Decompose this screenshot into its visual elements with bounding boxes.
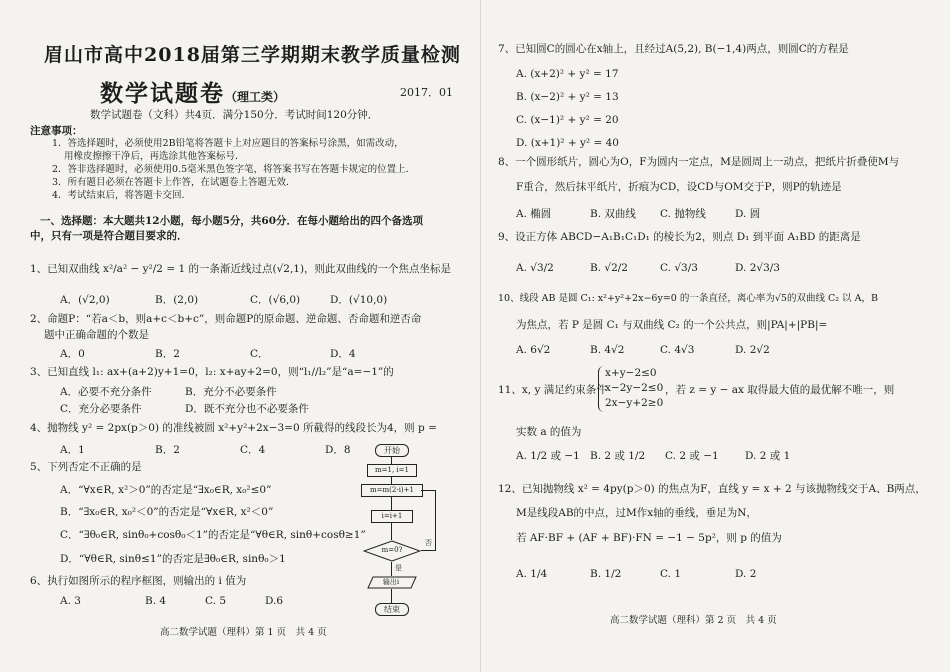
flowchart-connector: [391, 456, 392, 464]
question-8: 8、一个圆形纸片，圆心为O，F为圆内一定点，M是圆周上一动点，把纸片折叠使M与: [498, 156, 900, 168]
q8-option-a: A. 椭圆: [516, 208, 552, 220]
q3-option-b: B．充分不必要条件: [185, 386, 277, 398]
q1-option-d: D．(√10,0): [330, 294, 388, 306]
question-1: 1、已知双曲线 x²/a² − y²/2 = 1 的一条渐近线过点(√2,1)，则此双曲线的一个焦点坐标是: [30, 263, 452, 275]
exam-date: 2017．01: [400, 86, 453, 99]
q12-option-d: D. 2: [735, 568, 757, 580]
q10-option-d: D. 2√2: [735, 344, 770, 356]
q5-option-d: D．“∀θ∈R, sinθ≤1”的否定是∃θ₀∈R, sinθ₀＞1: [60, 553, 286, 565]
flowchart: [355, 444, 445, 619]
q4-option-a: A．1: [60, 444, 85, 456]
q12-option-b: B. 1/2: [590, 568, 622, 580]
question-10: 10、线段 AB 是圆 C₁: x²+y²+2x−6y=0 的一条直径，离心率为√5的双曲线 C₂ 以 A，B: [498, 293, 878, 304]
q4-option-c: C．4: [240, 444, 266, 456]
section-heading: 一、选择题：本大题共12小题，每小题5分，共60分．在每小题给出的四个备选项: [40, 215, 424, 227]
q6-option-d: D.6: [265, 595, 284, 607]
q1-option-a: A．(√2,0): [60, 294, 110, 306]
q10-option-c: C. 4√3: [660, 344, 695, 356]
question-11: 11、x, y 满足约束条件: [498, 384, 607, 396]
flowchart-connector: [421, 490, 435, 491]
constraint-1: x+y−2≤0: [605, 367, 657, 379]
question-2: 2、命题P：“若a＜b，则a+c＜b+c”，则命题P的原命题、逆命题、否命题和逆否命: [30, 313, 422, 325]
q7-option-d: D. (x+1)² + y² = 40: [516, 137, 619, 149]
question-11-ask: 实数 a 的值为: [516, 426, 582, 438]
subtitle-main: 数学试题卷: [100, 80, 225, 107]
q7-option-c: C. (x−1)² + y² = 20: [516, 114, 619, 126]
flowchart-connector: [391, 562, 392, 576]
q7-option-a: A. (x+2)² + y² = 17: [516, 68, 619, 80]
flowchart-connector: [391, 476, 392, 484]
question-2-cont: 题中正确命题的个数是: [44, 329, 149, 341]
flowchart-no-label: 否: [425, 539, 432, 547]
flowchart-connector: [435, 490, 436, 551]
flowchart-connector: [421, 550, 435, 551]
q3-option-d: D．既不充分也不必要条件: [185, 403, 309, 415]
q7-option-b: B. (x−2)² + y² = 13: [516, 91, 619, 103]
notice-heading: 注意事项：: [30, 125, 83, 137]
constraint-3: 2x−y+2≥0: [605, 397, 664, 409]
flowchart-end: 结束: [375, 603, 409, 616]
q2-option-d: D．4: [330, 348, 356, 360]
q4-option-d: D．8: [325, 444, 351, 456]
flowchart-increment: i=i+1: [371, 510, 413, 523]
q12-option-c: C. 1: [660, 568, 682, 580]
notice-2: 2．答非选择题时，必须使用0.5毫米黑色签字笔，将答案书写在答题卡规定的位置上．: [52, 164, 416, 175]
question-8-cont: F重合，然后抹平纸片，折痕为CD，设CD与OM交于P，则P的轨迹是: [516, 181, 842, 193]
q9-option-c: C. √3/3: [660, 262, 698, 274]
q10-option-b: B. 4√2: [590, 344, 625, 356]
question-6: 6、执行如图所示的程序框图，则输出的 i 值为: [30, 575, 247, 587]
q1-option-c: C．(√6,0): [250, 294, 301, 306]
q8-option-b: B. 双曲线: [590, 208, 636, 220]
question-12: 12、已知抛物线 x² = 4py(p＞0) 的焦点为F，直线 y = x + 2 与该抛物线交于A、B两点，: [498, 483, 926, 495]
flowchart-condition: m=0?: [381, 546, 403, 554]
notice-1: 1．答选择题时，必须使用2B铅笔将答题卡上对应题目的答案标号涂黑，如需改动，: [52, 138, 404, 149]
flowchart-init: m=1, i=1: [367, 464, 417, 477]
q2-option-b: B．2: [155, 348, 180, 360]
page-footer-right: 高二数学试题（理科）第 2 页 共 4 页: [610, 615, 777, 626]
q5-option-a: A．“∀x∈R, x²＞0”的否定是“∃x₀∈R, x₀²≤0”: [60, 484, 272, 496]
section-heading-cont: 中，只有一项是符合题目要求的．: [30, 230, 188, 242]
flowchart-connector: [391, 522, 392, 540]
q3-option-c: C．充分必要条件: [60, 403, 142, 415]
right-page: [490, 0, 935, 672]
subtitle-type: （理工类）: [225, 90, 286, 104]
exam-info: 数学试题卷（文科）共4页．满分150分．考试时间120分钟．: [90, 109, 379, 121]
q9-option-a: A. √3/2: [516, 262, 554, 274]
q2-option-a: A．0: [60, 348, 85, 360]
flowchart-connector: [391, 589, 392, 603]
q5-option-b: B．“∃x₀∈R, x₀²＜0”的否定是“∀x∈R, x²＜0”: [60, 506, 274, 518]
notice-4: 4．考试结束后，将答题卡交回．: [52, 190, 192, 201]
question-12-cond: 若 AF·BF + (AF + BF)·FN = −1 − 5p²，则 p 的值为: [516, 532, 782, 544]
q3-option-a: A．必要不充分条件: [60, 386, 152, 398]
q12-option-a: A. 1/4: [516, 568, 548, 580]
q11-option-c: C. 2 或 −1: [665, 450, 719, 462]
question-10-cont: 为焦点，若 P 是圆 C₁ 与双曲线 C₂ 的一个公共点，则|PA|+|PB|=: [516, 319, 828, 331]
q6-option-b: B. 4: [145, 595, 167, 607]
q9-option-d: D. 2√3/3: [735, 262, 780, 274]
notice-3: 3．所有题目必须在答题卡上作答，在试题卷上答题无效．: [52, 177, 296, 188]
q4-option-b: B．2: [155, 444, 180, 456]
question-9: 9、设正方体 ABCD−A₁B₁C₁D₁ 的棱长为2，则点 D₁ 到平面 A₁BD 的距离是: [498, 231, 861, 243]
q11-option-b: B. 2 或 1/2: [590, 450, 646, 462]
q8-option-d: D. 圆: [735, 208, 761, 220]
question-4: 4、抛物线 y² = 2px(p＞0) 的准线被圆 x²+y²+2x−3=0 所截得的线段长为4，则 p =: [30, 422, 437, 434]
flowchart-connector: [391, 496, 392, 510]
flowchart-yes-label: 是: [395, 564, 402, 572]
q2-option-c: C．: [250, 348, 269, 360]
q9-option-b: B. √2/2: [590, 262, 628, 274]
question-5: 5、下列否定不正确的是: [30, 461, 142, 473]
q10-option-a: A. 6√2: [516, 344, 551, 356]
q8-option-c: C. 抛物线: [660, 208, 706, 220]
constraint-2: x−2y−2≤0: [605, 382, 664, 394]
q11-option-a: A. 1/2 或 −1: [516, 450, 580, 462]
page-footer-left: 高二数学试题（理科）第 1 页 共 4 页: [160, 627, 327, 638]
q11-option-d: D. 2 或 1: [745, 450, 791, 462]
flowchart-output: 输出i: [382, 578, 400, 586]
flowchart-calc: m=m(2-i)+1: [361, 484, 423, 497]
notice-1-cont: 用橡皮擦擦干净后，再选涂其他答案标号．: [64, 151, 245, 162]
question-7: 7、已知圆C的圆心在x轴上，且经过A(5,2), B(−1,4)两点，则圆C的方程是: [498, 43, 849, 55]
exam-subtitle: [100, 75, 285, 108]
q5-option-c: C．“∃θ₀∈R, sinθ₀+cosθ₀＜1”的否定是“∀θ∈R, sinθ+cosθ≥1”: [60, 529, 366, 541]
q6-option-c: C. 5: [205, 595, 227, 607]
left-page: [30, 0, 475, 672]
flowchart-start: 开始: [375, 444, 409, 457]
question-11-cont: ，若 z = y − ax 取得最大值的最优解不唯一，则: [665, 384, 895, 396]
q6-option-a: A. 3: [60, 595, 81, 607]
exam-title: 眉山市高中2018届第三学期期末教学质量检测: [44, 44, 461, 66]
question-12-cont: M是线段AB的中点，过M作x轴的垂线，垂足为N，: [516, 507, 757, 519]
page-fold: [480, 0, 481, 672]
question-3: 3、已知直线 l₁: ax+(a+2)y+1=0，l₂: x+ay+2=0，则“l₁//l₂”是“a=−1”的: [30, 366, 394, 378]
q1-option-b: B．(2,0): [155, 294, 199, 306]
